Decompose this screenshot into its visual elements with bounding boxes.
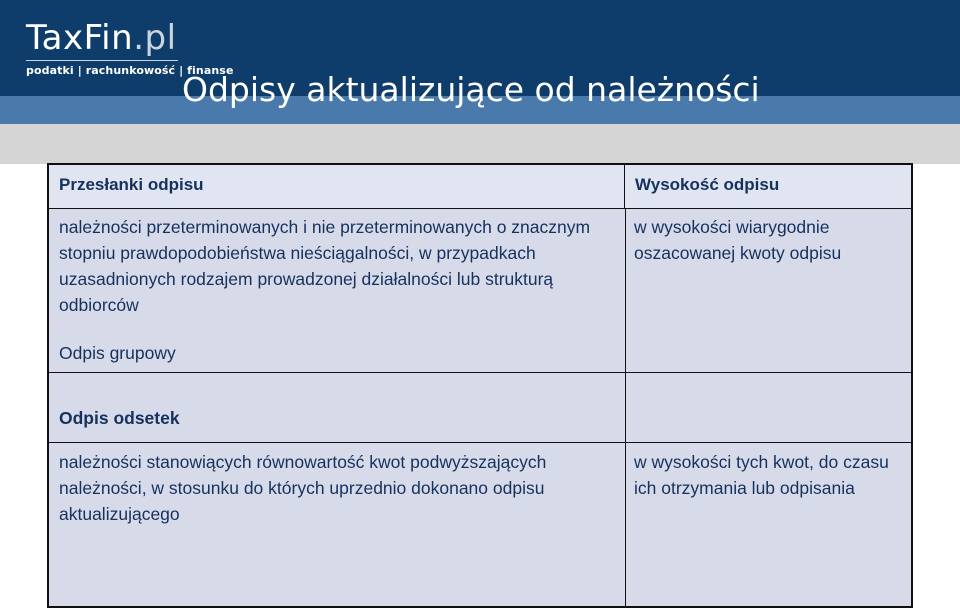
row1-amount-text: w wysokości wiarygodnie oszacowanej kwoty odpisu bbox=[634, 217, 842, 263]
logo-wordmark bbox=[26, 18, 234, 58]
row1-group-note: Odpis grupowy bbox=[59, 343, 176, 363]
row2-heading: Odpis odsetek bbox=[59, 408, 180, 428]
slide-title: Odpisy aktualizujące od należności bbox=[182, 70, 760, 109]
header-premises-label: Przesłanki odpisu bbox=[59, 175, 204, 194]
logo-brand-tld: .pl bbox=[133, 18, 177, 58]
row1-premises-text: należności przeterminowanych i nie przeterminowanych o znacznym stopniu prawdopodobieństwa nieściągalności, w przypadkach uzasadnionych rodzajem prowadzonej działalności lub strukturą odbiorców bbox=[59, 217, 591, 315]
gray-band bbox=[0, 124, 960, 164]
header-amount-label: Wysokość odpisu bbox=[635, 175, 780, 194]
header-cell-amount bbox=[625, 165, 911, 209]
row-divider-2 bbox=[49, 442, 911, 443]
content-table bbox=[47, 163, 913, 608]
taxfin-logo bbox=[26, 18, 234, 77]
logo-rule bbox=[26, 60, 178, 61]
row2-amount-text: w wysokości tych kwot, do czasu ich otrzymania lub odpisania bbox=[634, 452, 889, 498]
logo-tagline: podatki | rachunkowość | finanse bbox=[26, 64, 234, 77]
header-cell-premises bbox=[49, 165, 625, 209]
logo-brand-main: TaxFin bbox=[26, 18, 134, 58]
column-divider bbox=[625, 209, 626, 606]
row2-premises-text: należności stanowiących równowartość kwot podwyższających należności, w stosunku do których uprzednio dokonano odpisu aktualizującego bbox=[59, 452, 547, 524]
row-divider-1 bbox=[49, 372, 911, 373]
